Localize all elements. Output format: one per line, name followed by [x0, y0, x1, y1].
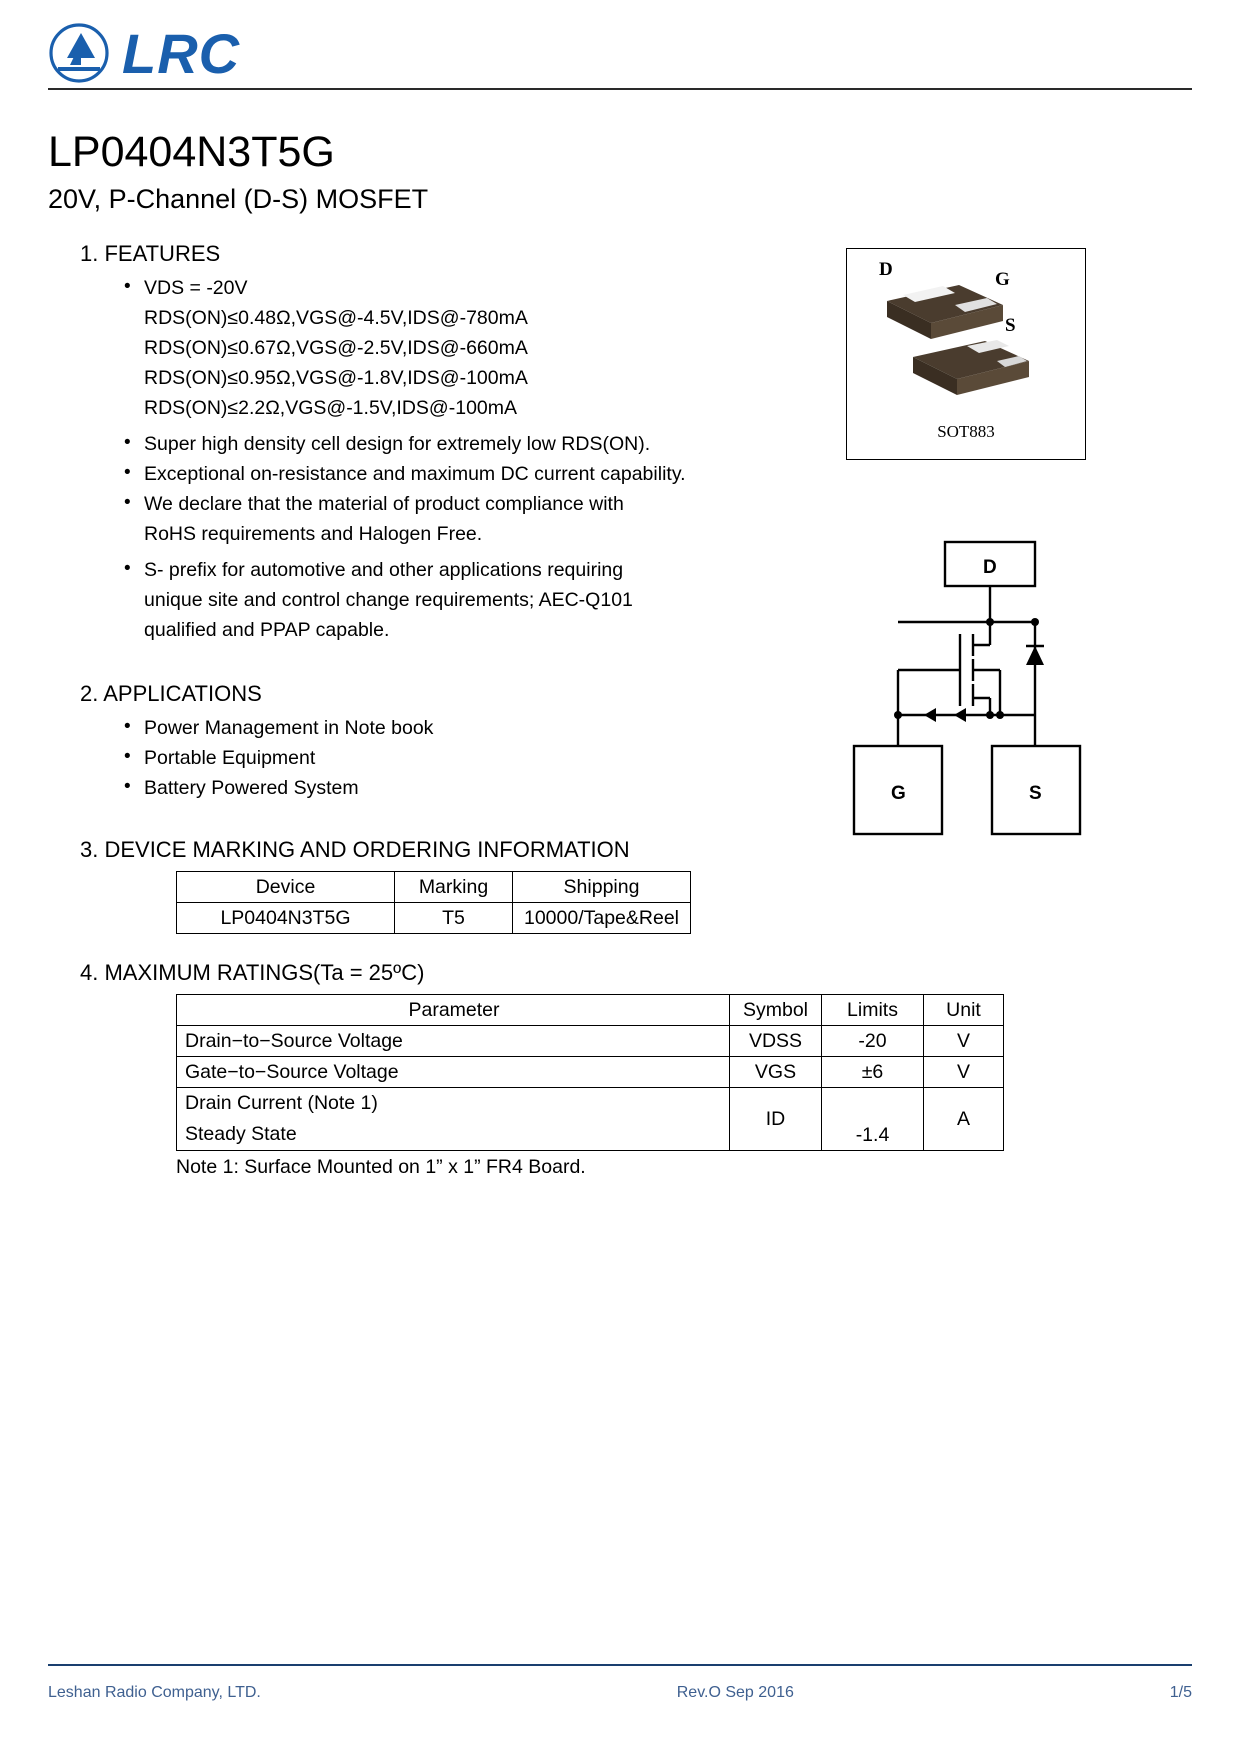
table-row [177, 903, 691, 934]
column-header-marking: Marking [395, 872, 513, 903]
column-header-device: Device [177, 872, 395, 903]
cell-parameter-line2: Steady State [185, 1123, 297, 1146]
list-item: • We declare that the material of product compliance with [122, 489, 748, 519]
cell-marking: T5 [395, 903, 513, 934]
pin-label-s: S [1005, 315, 1016, 336]
footer-divider [48, 1664, 1192, 1666]
features-continuation-aec-2: qualified and PPAP capable. [144, 619, 390, 642]
lrc-triangle-logo-icon [48, 22, 120, 84]
cell-limits [822, 1088, 924, 1151]
list-item: • Battery Powered System [122, 773, 1192, 803]
cell-parameter: Drain−to−Source Voltage [177, 1026, 730, 1057]
cell-parameter [177, 1088, 730, 1151]
cell-device: LP0404N3T5G [177, 903, 395, 934]
cell-limits: -20 [822, 1026, 924, 1057]
features-section [48, 241, 748, 645]
column-header-symbol: Symbol [730, 995, 822, 1026]
list-item: • Exceptional on-resistance and maximum DC current capability. [122, 459, 748, 489]
list-item: • Super high density cell design for extremely low RDS(ON). [122, 429, 748, 459]
features-bullet-list-2 [48, 429, 748, 519]
marking-section [48, 837, 1192, 934]
page-header [48, 0, 1192, 92]
table-row [177, 1057, 1004, 1088]
sot883-package-drawing [847, 249, 1084, 439]
column-header-limits: Limits [822, 995, 924, 1026]
cell-limits-value: -1.4 [855, 1124, 890, 1147]
marking-heading: 3. DEVICE MARKING AND ORDERING INFORMATION [80, 837, 630, 863]
pin-label-d: D [879, 259, 893, 280]
title-block [48, 130, 1192, 215]
page-title: LP0404N3T5G [48, 128, 335, 176]
package-name: SOT883 [937, 422, 995, 441]
list-item: RDS(ON)≤0.48Ω,VGS@-4.5V,IDS@-780mA [144, 307, 528, 330]
cell-symbol: ID [730, 1088, 822, 1151]
list-item: • S- prefix for automotive and other applications requiring [122, 555, 748, 585]
maximum-ratings-section [48, 960, 1192, 1179]
list-item: • VDS = -20V [122, 273, 748, 303]
footer-page-number: 1/5 [1169, 1684, 1192, 1701]
column-header-unit: Unit [924, 995, 1004, 1026]
schematic-label-d: D [983, 557, 997, 578]
list-item: RDS(ON)≤0.67Ω,VGS@-2.5V,IDS@-660mA [144, 337, 528, 360]
schematic-label-s: S [1029, 783, 1042, 804]
applications-heading: 2. APPLICATIONS [80, 681, 262, 707]
features-heading: 1. FEATURES [80, 241, 221, 267]
cell-limits: ±6 [822, 1057, 924, 1088]
cell-shipping: 10000/Tape&Reel [513, 903, 691, 934]
table-header-row [177, 872, 691, 903]
ratings-table-wrap [176, 994, 1192, 1151]
cell-unit: A [924, 1088, 1004, 1151]
cell-symbol: VDSS [730, 1026, 822, 1057]
cell-parameter: Gate−to−Source Voltage [177, 1057, 730, 1088]
list-item: RDS(ON)≤0.95Ω,VGS@-1.8V,IDS@-100mA [144, 367, 528, 390]
features-continuation-aec-1: unique site and control change requirements; AEC-Q101 [144, 589, 633, 612]
cell-unit: V [924, 1057, 1004, 1088]
page-subtitle: 20V, P-Channel (D-S) MOSFET [48, 184, 429, 215]
table-row [177, 1026, 1004, 1057]
maximum-ratings-table [176, 994, 1004, 1151]
column-header-shipping: Shipping [513, 872, 691, 903]
ratings-note: Note 1: Surface Mounted on 1” x 1” FR4 Board. [176, 1156, 586, 1179]
page-footer [48, 1684, 1192, 1702]
package-outline-image [846, 248, 1086, 460]
maximum-ratings-heading: 4. MAXIMUM RATINGS(Ta = 25ºC) [80, 960, 425, 986]
features-bullet-list-3 [48, 555, 748, 585]
list-item: • Portable Equipment [122, 743, 1192, 773]
list-item: RDS(ON)≤2.2Ω,VGS@-1.5V,IDS@-100mA [144, 397, 518, 420]
table-header-row [177, 995, 1004, 1026]
table-row [177, 1088, 1004, 1151]
schematic-label-g: G [891, 783, 906, 804]
device-marking-table [176, 871, 691, 934]
cell-parameter-line1: Drain Current (Note 1) [185, 1092, 378, 1115]
header-divider [48, 88, 1192, 90]
cell-unit: V [924, 1026, 1004, 1057]
footer-revision: Rev.O Sep 2016 [676, 1684, 794, 1701]
features-bullet-list [48, 273, 748, 303]
lrc-wordmark: LRC [122, 21, 241, 85]
features-continuation-rohs: RoHS requirements and Halogen Free. [144, 523, 483, 546]
pin-label-g: G [995, 269, 1010, 290]
list-item: • Power Management in Note book [122, 713, 1192, 743]
column-header-parameter: Parameter [177, 995, 730, 1026]
footer-company: Leshan Radio Company, LTD. [48, 1684, 261, 1701]
lrc-logo [48, 22, 1192, 84]
cell-symbol: VGS [730, 1057, 822, 1088]
mosfet-schematic [840, 540, 1100, 840]
rds-on-lines [144, 303, 748, 423]
